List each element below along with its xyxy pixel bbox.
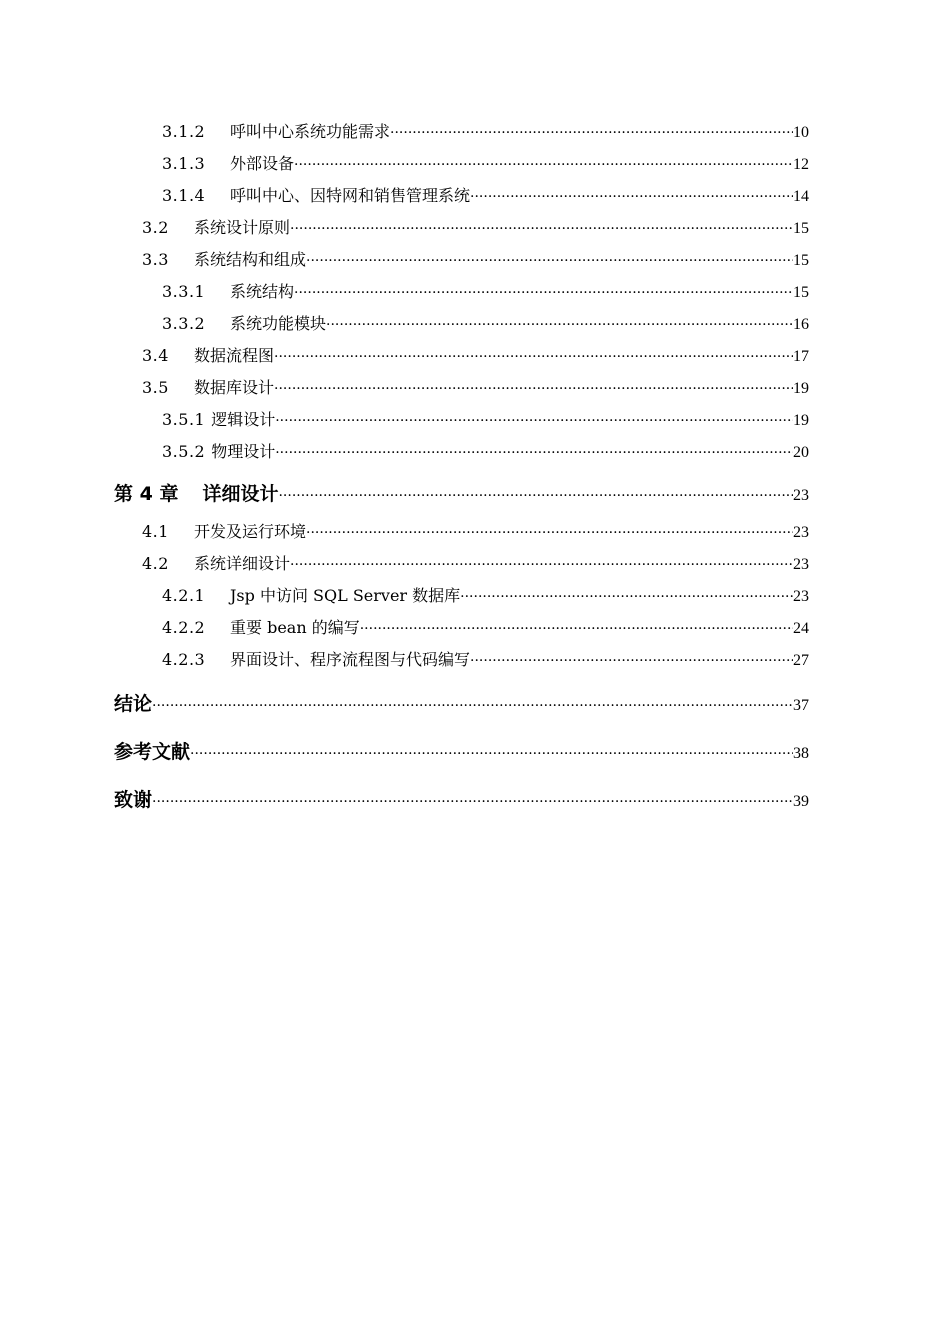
toc-entry-title: 逻辑设计	[211, 410, 276, 429]
toc-entry-title: 系统详细设计	[194, 554, 291, 573]
toc-entry-4-2-1[interactable]	[114, 580, 809, 612]
toc-entry-title: Jsp 中访问 SQL Server 数据库	[230, 586, 461, 605]
toc-entry-page: 15	[793, 252, 809, 269]
toc-entry-page: 15	[793, 220, 809, 237]
toc-entry-3-5-2[interactable]	[114, 436, 809, 468]
toc-entry-title: 系统设计原则	[194, 218, 291, 237]
toc-entry-page: 20	[793, 444, 809, 461]
toc-entry-page: 23	[793, 556, 809, 573]
toc-acknowledgements[interactable]	[114, 778, 809, 822]
toc-entry-title: 重要 bean 的编写	[230, 618, 360, 637]
dot-leader	[152, 780, 793, 822]
toc-entry-page: 19	[793, 380, 809, 397]
toc-entry-4-2[interactable]	[114, 548, 809, 580]
toc-entry-title: 数据流程图	[194, 346, 275, 365]
toc-entry-number: 4.2.2	[162, 618, 206, 637]
toc-entry-page: 23	[793, 588, 809, 605]
toc-entry-number: 4.2.1	[162, 586, 206, 605]
toc-entry-page: 12	[793, 156, 809, 173]
toc-entry-3-3-1[interactable]	[114, 276, 809, 308]
dot-leader	[470, 181, 793, 212]
toc-entry-page: 37	[793, 697, 809, 714]
toc-entry-number: 3.1.2	[162, 122, 206, 141]
toc-entry-3-1-4[interactable]	[114, 180, 809, 212]
toc-entry-number: 3.3	[142, 250, 169, 269]
toc-entry-page: 17	[793, 348, 809, 365]
toc-entry-3-5-1[interactable]	[114, 404, 809, 436]
toc-entry-number: 3.5.2	[162, 442, 206, 461]
toc-entry-page: 15	[793, 284, 809, 301]
toc-entry-title: 系统结构和组成	[194, 250, 307, 269]
toc-entry-number: 3.3.1	[162, 282, 206, 301]
dot-leader	[190, 732, 793, 774]
toc-chapter-number: 第 4 章	[114, 483, 179, 505]
toc-entry-3-3-2[interactable]	[114, 308, 809, 340]
toc-chapter-title: 参考文献	[114, 741, 191, 763]
toc-entry-3-4[interactable]	[114, 340, 809, 372]
dot-leader	[274, 373, 793, 404]
toc-entry-number: 3.4	[142, 346, 169, 365]
dot-leader	[275, 405, 793, 436]
toc-entry-4-1[interactable]	[114, 516, 809, 548]
dot-leader	[278, 474, 793, 516]
toc-entry-4-2-3[interactable]	[114, 644, 809, 676]
toc-entry-3-5[interactable]	[114, 372, 809, 404]
dot-leader	[275, 437, 793, 468]
toc-entry-page: 38	[793, 745, 809, 762]
dot-leader	[460, 581, 793, 612]
toc-entry-3-1-3[interactable]	[114, 148, 809, 180]
dot-leader	[152, 684, 793, 726]
toc-entry-title: 呼叫中心、因特网和销售管理系统	[230, 186, 471, 205]
toc-entry-page: 10	[793, 124, 809, 141]
toc-chapter-4[interactable]	[114, 472, 809, 516]
toc-chapter-title: 结论	[114, 693, 153, 715]
toc-entry-page: 16	[793, 316, 809, 333]
toc-entry-3-3[interactable]	[114, 244, 809, 276]
toc-entry-page: 39	[793, 793, 809, 810]
table-of-contents	[114, 116, 809, 822]
toc-entry-page: 27	[793, 652, 809, 669]
dot-leader	[470, 645, 793, 676]
toc-entry-title: 界面设计、程序流程图与代码编写	[230, 650, 471, 669]
dot-leader	[274, 341, 793, 372]
toc-entry-title: 系统功能模块	[230, 314, 327, 333]
toc-entry-number: 3.5.1	[162, 410, 206, 429]
toc-chapter-title: 致谢	[114, 789, 153, 811]
toc-conclusion[interactable]	[114, 682, 809, 726]
dot-leader	[390, 117, 793, 148]
toc-entry-page: 19	[793, 412, 809, 429]
toc-entry-page: 23	[793, 524, 809, 541]
dot-leader	[306, 517, 793, 548]
dot-leader	[290, 549, 793, 580]
toc-entry-title: 物理设计	[211, 442, 276, 461]
toc-entry-number: 3.5	[142, 378, 169, 397]
dot-leader	[326, 309, 793, 340]
toc-entry-number: 3.1.3	[162, 154, 206, 173]
toc-entry-3-2[interactable]	[114, 212, 809, 244]
toc-references[interactable]	[114, 730, 809, 774]
dot-leader	[290, 213, 793, 244]
toc-entry-4-2-2[interactable]	[114, 612, 809, 644]
toc-chapter-title: 详细设计	[202, 483, 279, 505]
toc-entry-page: 14	[793, 188, 809, 205]
toc-entry-number: 4.2	[142, 554, 169, 573]
toc-entry-page: 23	[793, 487, 809, 504]
dot-leader	[360, 613, 793, 644]
toc-entry-title: 呼叫中心系统功能需求	[230, 122, 391, 141]
toc-entry-title: 数据库设计	[194, 378, 275, 397]
dot-leader	[294, 277, 793, 308]
toc-entry-number: 4.2.3	[162, 650, 206, 669]
toc-entry-number: 4.1	[142, 522, 169, 541]
toc-entry-number: 3.2	[142, 218, 169, 237]
toc-entry-3-1-2[interactable]	[114, 116, 809, 148]
toc-entry-title: 系统结构	[230, 282, 295, 301]
toc-entry-title: 外部设备	[230, 154, 295, 173]
toc-entry-title: 开发及运行环境	[194, 522, 307, 541]
toc-entry-number: 3.1.4	[162, 186, 206, 205]
toc-entry-page: 24	[793, 620, 809, 637]
toc-entry-number: 3.3.2	[162, 314, 206, 333]
dot-leader	[294, 149, 793, 180]
dot-leader	[306, 245, 793, 276]
